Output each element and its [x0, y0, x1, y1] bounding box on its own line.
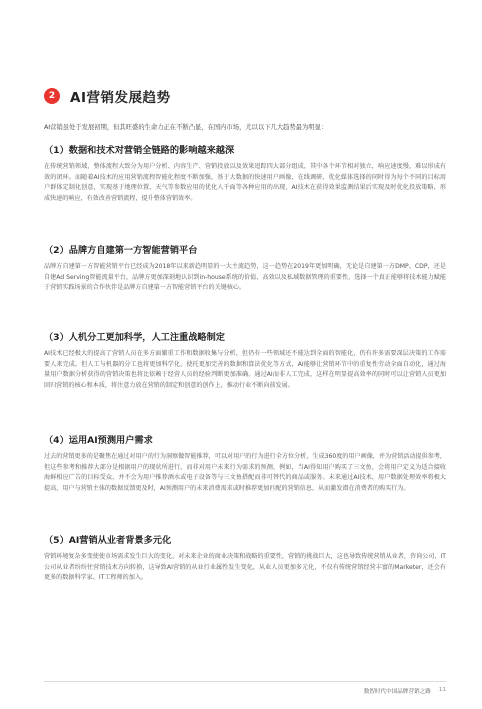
trend-heading: （1）数据和技术对营销全链路的影响越来越深	[44, 145, 235, 156]
page-number: 11	[438, 687, 446, 693]
trend-heading: （4）运用AI预测用户需求	[44, 435, 153, 446]
trend-section-4	[44, 432, 446, 494]
page-title: AI营销发展趋势	[70, 90, 171, 106]
trend-heading: （3）人机分工更加科学，人工注重战略制定	[44, 332, 225, 343]
trend-body: 过去的营销更多的是聚焦在通过对用户的行为洞察做智能推荐，可以对用户的行为进行全方位分析，生成360度的用户画像，并为营销活动提供参考，但这些参考和推荐大部分是根据用户的现状所进行，而非对用户未来行为需求的预测，例如，当AI得知用户购买了三文鱼，会将用户定义为适合接收海鲜相应广告的目标受众，并不会为用户推荐酒水或电子设备等与三文鱼搭配而非可替代的商品或服务。未来通过AI技术，用户数据处理效率将极大提高，用户与营销主体的数据反馈更及时，AI预测用户的未来消费需求或时推荐更加匹配的营销信息，从而激发潜在消费者的购买行为。	[44, 453, 446, 492]
trend-heading: （5）AI营销从业者背景多元化	[44, 535, 172, 546]
section-title-row	[44, 86, 170, 106]
trend-section-3	[44, 329, 446, 391]
trend-body: 营销环境复杂多变使使市场需求发生巨大的变化，对未来企业的商业决策和战略的重要性，营销的挑战巨大，这也导致传统营销从业者，咨询公司，IT公司从业者纷纷往营销技术方向转换，这导致AI营销的从业行业属性发生变化，从业人员更加多元化，不仅有传统营销经营丰富的Marketer，还会有更多的数据科学家、IT工程师的加入。	[44, 553, 446, 582]
trend-section-2	[44, 242, 446, 294]
page-footer	[364, 687, 446, 695]
intro-paragraph: AI营销虽处于发展初期，但其旺盛的生命力正在不断凸显，在国内市场，尤以以下几大趋势最为明显：	[44, 124, 328, 132]
trend-section-1	[44, 142, 446, 204]
footer-divider	[44, 681, 446, 682]
trend-heading: （2）品牌方自建第一方智能营销平台	[44, 245, 198, 256]
trend-body: 在传统营销领域，整体流程大致分为用户分析、内容生产、营销投放以及效果追踪四大部分组成，其中各个环节相对独立，响应速度慢，难以形成有效的闭环。而随着AI技术的应用营销流程智能化程度不断加强，基于大数据的快速用户画像、在线调研、优化媒体选择的同时得为每个不同的目标用户群体定制化创意，实现基于地理位置、天气等参数应用的优化人千面等各种应用的出现，AI技术在获得效果监测结果后实现及时优化投放策略，形成快速的响应，有效改善营销流程，提升整体营销效率。	[44, 163, 446, 202]
trend-body: AI技术已经极大的提高了营销人员在多方面繁重工作和数据收集与分析，但仍有一些领域还不能达到全面的智能化，仍有许多需要深层决策的工作需要人来完成。但人工与机器的分工也将更加科学化，使托更加完善的数据和算法优化等方式，AI能够让营销环节中的重复性劳动全面自动化，通过海量用户数据分析获得的营销决策也将比依赖于经营人员的经验判断更加准确。通过AI而非人工完成，这样在明显提高效率的同时可以让营销人员更加回归营销的核心和本质，将注意力放在营销的制定和创意的创作上，推动行业不断向前发展。	[44, 350, 446, 389]
section-number-badge: 2	[44, 88, 60, 104]
footer-report-title: 数智时代中国品牌营销之路	[363, 689, 431, 695]
trend-body: 品牌方自建第一方智能营销平台已经成为2018年以来新趋明显的一大主流趋势，这一趋势在2019年更加明确，无论是自建第一方DMP、CDP，还是自建Ad Serving智能流量平台，品牌方更加深刻地认识到in-house系统的价值，高效以及私域数据管理的重要性，选择一个真正能够将技术能力赋能于营销实践场景的合作伙伴是品牌方自建第一方智能营销平台的关键核心。	[44, 263, 446, 292]
trend-section-5	[44, 532, 446, 584]
